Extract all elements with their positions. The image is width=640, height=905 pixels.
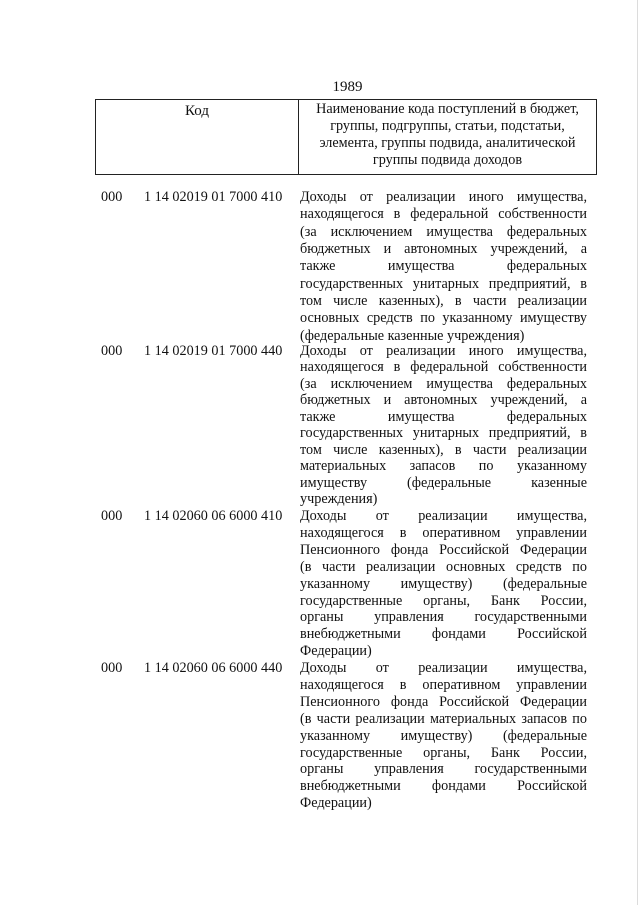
- description-line: (в части реализации основных средств по: [300, 558, 587, 575]
- description-line: находящегося в федеральной собственности: [300, 206, 587, 223]
- income-description: [300, 508, 587, 660]
- admin-code: 000: [101, 343, 123, 359]
- description-line: основных средств по указанному имуществу: [300, 310, 587, 327]
- budget-classification-code: 1 14 02060 06 6000 410: [144, 508, 283, 524]
- description-line: материальных запасов по указанному: [300, 458, 587, 475]
- income-description: [300, 660, 587, 812]
- admin-code: 000: [101, 508, 123, 524]
- description-line: бюджетных и автономных учреждений, а: [300, 392, 587, 409]
- header-name-line: группы подвида доходов: [372, 152, 523, 168]
- scan-edge-line: [637, 0, 638, 905]
- description-line: имуществу (федеральные казенные: [300, 474, 587, 491]
- budget-classification-code: 1 14 02060 06 6000 440: [144, 660, 283, 676]
- description-line: учреждения): [300, 491, 378, 508]
- budget-classification-code: 1 14 02019 01 7000 440: [144, 343, 283, 359]
- description-line: Доходы от реализации иного имущества,: [300, 189, 587, 205]
- income-description: [300, 343, 587, 508]
- admin-code: 000: [101, 189, 123, 205]
- header-code-column: Код: [96, 100, 299, 174]
- description-line: указанному имуществу) (федеральные: [300, 575, 587, 592]
- description-line: бюджетных и автономных учреждений, а: [300, 241, 587, 258]
- description-line: находящегося в оперативном управлении: [300, 676, 587, 693]
- description-line: государственных унитарных предприятий, в: [300, 275, 587, 292]
- description-line: указанному имуществу) (федеральные: [300, 727, 587, 744]
- description-line: также имущества федеральных: [300, 408, 587, 425]
- description-line: внебюджетными фондами Российской: [300, 778, 587, 795]
- page-number: 1989: [332, 79, 363, 95]
- header-name-column: [299, 100, 596, 174]
- table-header: [95, 99, 597, 175]
- header-name-line: Наименование кода поступлений в бюджет,: [316, 101, 579, 117]
- admin-code: 000: [101, 660, 123, 676]
- description-line: государственных унитарных предприятий, в: [300, 425, 587, 442]
- description-line: Федерации): [300, 795, 372, 812]
- description-line: Доходы от реализации имущества,: [300, 508, 587, 524]
- description-line: государственные органы, Банк России,: [300, 592, 587, 609]
- header-name-line: элемента, группы подвида, аналитической: [319, 135, 576, 151]
- description-line: Пенсионного фонда Российской Федерации: [300, 541, 587, 558]
- description-line: органы управления государственными: [300, 609, 587, 626]
- description-line: органы управления государственными: [300, 761, 587, 778]
- income-description: [300, 189, 587, 345]
- header-name-line: группы, подгруппы, статьи, подстатьи,: [330, 118, 565, 134]
- description-line: (за исключением имущества федеральных: [300, 223, 587, 240]
- description-line: государственные органы, Банк России,: [300, 744, 587, 761]
- description-line: Доходы от реализации иного имущества,: [300, 343, 587, 359]
- description-line: том числе казенных), в части реализации: [300, 293, 587, 310]
- description-line: Доходы от реализации имущества,: [300, 660, 587, 676]
- description-line: внебюджетными фондами Российской: [300, 626, 587, 643]
- description-line: том числе казенных), в части реализации: [300, 441, 587, 458]
- description-line: находящегося в федеральной собственности: [300, 359, 587, 376]
- description-line: (за исключением имущества федеральных: [300, 375, 587, 392]
- budget-classification-code: 1 14 02019 01 7000 410: [144, 189, 283, 205]
- description-line: также имущества федеральных: [300, 258, 587, 275]
- description-line: (в части реализации материальных запасов по: [300, 710, 587, 727]
- description-line: (федеральные казенные учреждения): [300, 327, 525, 344]
- description-line: находящегося в оперативном управлении: [300, 524, 587, 541]
- description-line: Пенсионного фонда Российской Федерации: [300, 693, 587, 710]
- description-line: Федерации): [300, 643, 372, 660]
